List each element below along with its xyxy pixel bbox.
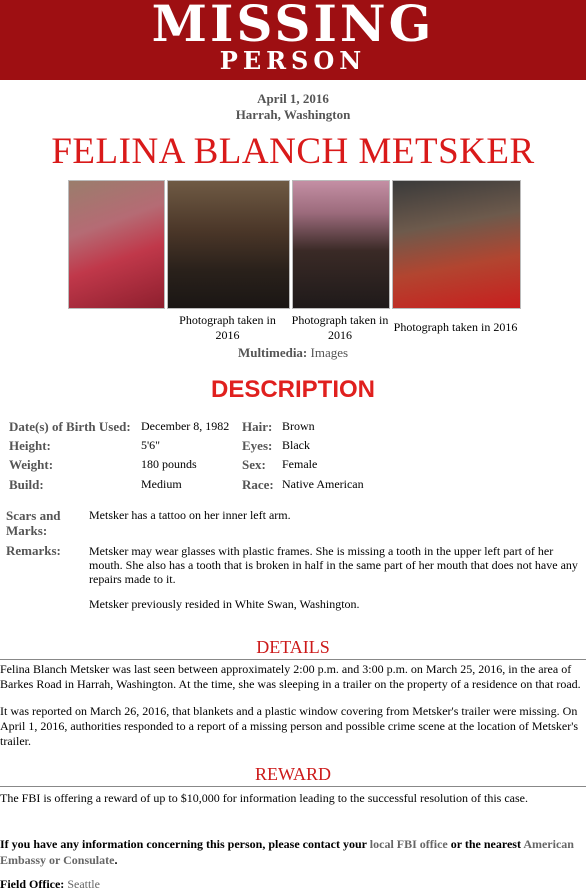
reward-text: The FBI is offering a reward of up to $10,000 for information leading to the successful resolution of this case. bbox=[0, 791, 528, 805]
hair-value: Brown bbox=[282, 419, 315, 433]
scars-value: Metsker has a tattoo on her inner left arm. bbox=[89, 508, 291, 522]
photo-4-caption: Photograph taken in 2016 bbox=[393, 320, 518, 334]
reward-divider bbox=[0, 786, 586, 787]
eyes-label: Eyes: bbox=[242, 438, 273, 453]
field-office-row bbox=[0, 877, 100, 892]
photo-4[interactable] bbox=[392, 180, 521, 309]
poster-date: April 1, 2016 bbox=[257, 91, 329, 106]
banner-person: PERSON bbox=[219, 46, 367, 75]
photo-3[interactable] bbox=[292, 180, 390, 309]
remarks-label: Remarks: bbox=[6, 543, 61, 558]
contact-mid: or the nearest bbox=[447, 837, 524, 851]
dob-value: December 8, 1982 bbox=[141, 419, 230, 433]
weight-label: Weight: bbox=[9, 457, 54, 472]
remarks-paragraph-2: Metsker previously resided in White Swan, Washington. bbox=[89, 597, 360, 611]
build-value: Medium bbox=[141, 477, 182, 491]
multimedia-images-link[interactable]: Images bbox=[310, 345, 349, 360]
photo-2-caption: Photograph taken in 2016 bbox=[179, 313, 276, 342]
photo-3-caption: Photograph taken in 2016 bbox=[291, 313, 389, 342]
sex-label: Sex: bbox=[242, 457, 266, 472]
details-heading: DETAILS bbox=[256, 637, 330, 657]
field-office-link[interactable]: Seattle bbox=[67, 877, 100, 891]
reward-heading: REWARD bbox=[255, 764, 331, 784]
multimedia-label: Multimedia: bbox=[237, 345, 308, 360]
scars-label-2: Marks: bbox=[6, 523, 48, 538]
description-heading: DESCRIPTION bbox=[210, 376, 375, 403]
contact-post: . bbox=[114, 853, 118, 867]
race-value: Native American bbox=[282, 477, 364, 491]
build-label: Build: bbox=[9, 477, 44, 492]
hair-label: Hair: bbox=[242, 419, 273, 434]
details-divider bbox=[0, 659, 586, 660]
poster-location: Harrah, Washington bbox=[235, 107, 351, 122]
remarks-paragraph-1: Metsker may wear glasses with plastic frames. She is missing a tooth in the upper left part of her mouth. She also has a tooth that is broken in half in the same part of her mouth that does not have any repairs made to it. bbox=[89, 544, 578, 586]
field-office-label: Field Office: bbox=[0, 877, 65, 891]
height-value: 5'6" bbox=[141, 438, 161, 452]
local-fbi-office-link[interactable]: local FBI office bbox=[369, 837, 448, 851]
missing-person-banner bbox=[0, 0, 586, 80]
contact-text bbox=[0, 836, 586, 868]
eyes-value: Black bbox=[282, 438, 310, 452]
height-label: Height: bbox=[9, 438, 51, 453]
person-name: FELINA BLANCH METSKER bbox=[51, 131, 535, 172]
embassy-consulate-link[interactable]: American Embassy or Consulate bbox=[0, 837, 574, 867]
photo-1[interactable] bbox=[68, 180, 165, 309]
dob-label: Date(s) of Birth Used: bbox=[9, 419, 131, 434]
photo-2[interactable] bbox=[167, 180, 290, 309]
details-paragraph-2: It was reported on March 26, 2016, that blankets and a plastic window covering from Metsker's trailer were missing. On April 1, 2016, authorities responded to a report of a missing person and possible crime scene at the location of Metsker's trailer. bbox=[0, 704, 579, 748]
banner-missing: MISSING bbox=[151, 0, 435, 53]
sex-value: Female bbox=[282, 457, 318, 471]
weight-value: 180 pounds bbox=[141, 457, 197, 471]
contact-pre: If you have any information concerning this person, please contact your bbox=[0, 837, 370, 851]
multimedia-row bbox=[0, 345, 586, 361]
details-paragraph-1: Felina Blanch Metsker was last seen between approximately 2:00 p.m. and 3:00 p.m. on March 25, 2016, in the area of Barkes Road in Harrah, Washington. At the time, she was sleeping in a trailer on the property of a residence on that road. bbox=[0, 662, 581, 691]
race-label: Race: bbox=[242, 477, 274, 492]
scars-label-1: Scars and bbox=[6, 508, 61, 523]
